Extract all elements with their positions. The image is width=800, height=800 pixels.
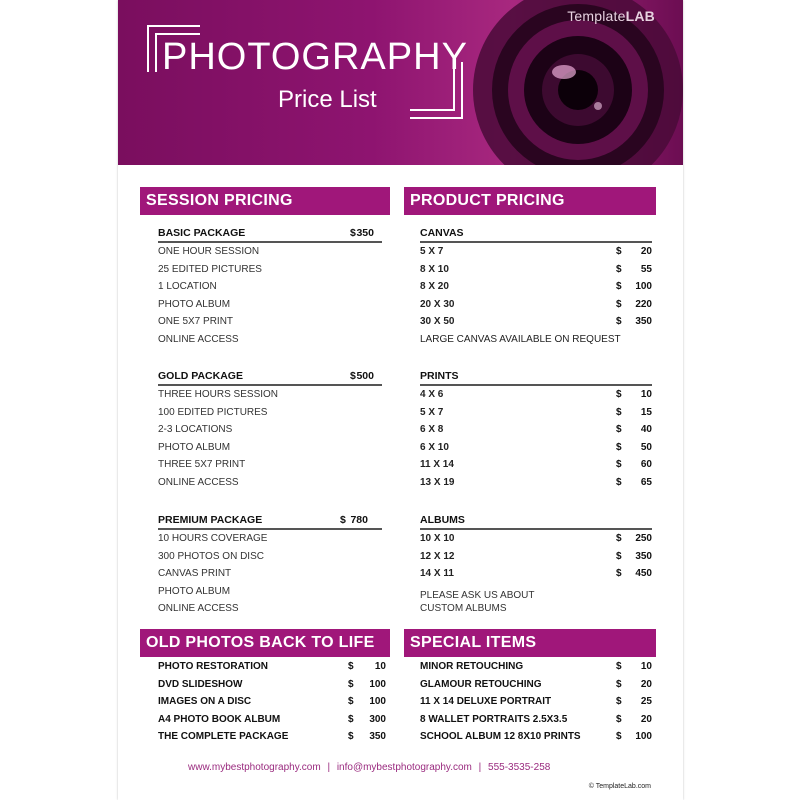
- package-header: BASIC PACKAGE $ 350: [158, 227, 382, 243]
- table-row: SCHOOL ALBUM 12 8X10 PRINTS $ 100: [420, 731, 652, 743]
- table-row: 4 X 6 $ 10: [420, 389, 652, 400]
- prints-pricing: [420, 370, 652, 492]
- special-items-heading: SPECIAL ITEMS: [404, 629, 656, 657]
- list-item: 25 EDITED PICTURES: [158, 263, 262, 275]
- list-item: 100 EDITED PICTURES: [158, 406, 268, 418]
- table-row: 5 X 7 $ 20: [420, 246, 652, 257]
- list-item: PHOTO ALBUM: [158, 441, 231, 453]
- list-item: ONE 5X7 PRINT: [158, 316, 234, 328]
- page-title: PHOTOGRAPHY: [162, 36, 468, 78]
- list-item: ONLINE ACCESS: [158, 476, 239, 488]
- table-row: IMAGES ON A DISC $ 100: [158, 696, 386, 708]
- footer-contact: [188, 762, 550, 773]
- table-row: 6 X 10 $ 50: [420, 441, 652, 453]
- table-row: GLAMOUR RETOUCHING $ 20: [420, 678, 652, 690]
- basic-package: [158, 227, 382, 349]
- package-header: PREMIUM PACKAGE $ 780: [158, 514, 382, 530]
- list-item: THREE HOURS SESSION: [158, 389, 279, 400]
- table-row: 8 WALLET PORTRAITS 2.5X3.5 $ 20: [420, 713, 652, 725]
- prints-header: PRINTS: [420, 370, 652, 386]
- camera-lens-image: [468, 0, 683, 165]
- list-item: CANVAS PRINT: [158, 568, 232, 580]
- table-row: A4 PHOTO BOOK ALBUM $ 300: [158, 713, 386, 725]
- list-item: PHOTO ALBUM: [158, 585, 231, 597]
- old-photos-heading: OLD PHOTOS BACK TO LIFE: [140, 629, 390, 657]
- table-row: 12 X 12 $ 350: [420, 550, 652, 562]
- list-item: 1 LOCATION: [158, 281, 217, 293]
- gold-package: [158, 370, 382, 492]
- table-row: THE COMPLETE PACKAGE $ 350: [158, 731, 386, 743]
- page-subtitle: Price List: [278, 86, 377, 113]
- footer-separator: |: [478, 762, 482, 773]
- package-header: GOLD PACKAGE $ 500: [158, 370, 382, 386]
- list-item: 10 HOURS COVERAGE: [158, 533, 268, 544]
- header-banner: [118, 0, 683, 165]
- old-photos-list: [158, 658, 386, 746]
- canvas-pricing: [420, 227, 652, 349]
- table-row: 30 X 50 $ 350: [420, 316, 652, 328]
- list-item: PHOTO ALBUM: [158, 298, 231, 310]
- list-item: 2-3 LOCATIONS: [158, 424, 233, 436]
- premium-package: [158, 514, 382, 618]
- table-row: 10 X 10 $ 250: [420, 533, 652, 544]
- table-row: DVD SLIDESHOW $ 100: [158, 678, 386, 690]
- footer-separator: |: [327, 762, 331, 773]
- table-row: 8 X 10 $ 55: [420, 263, 652, 275]
- list-item: ONLINE ACCESS: [158, 333, 239, 345]
- albums-header: ALBUMS: [420, 514, 652, 530]
- table-row: 8 X 20 $ 100: [420, 281, 652, 293]
- table-row: 13 X 19 $ 65: [420, 476, 652, 488]
- list-item: THREE 5X7 PRINT: [158, 459, 246, 471]
- list-item: ONE HOUR SESSION: [158, 246, 260, 257]
- table-row: 20 X 30 $ 220: [420, 298, 652, 310]
- list-item: ONLINE ACCESS: [158, 603, 239, 615]
- price-list-page: [118, 0, 683, 800]
- special-items-list: [420, 658, 652, 746]
- albums-pricing: [420, 514, 652, 615]
- session-pricing-heading: SESSION PRICING: [140, 187, 390, 215]
- albums-note: PLEASE ASK US ABOUT CUSTOM ALBUMS: [420, 589, 535, 614]
- copyright-link[interactable]: © TemplateLab.com: [588, 783, 651, 790]
- email-link[interactable]: info@mybestphotography.com: [336, 762, 472, 773]
- phone-number: 555-3535-258: [488, 762, 551, 773]
- table-row: 5 X 7 $ 15: [420, 406, 652, 418]
- list-item: 300 PHOTOS ON DISC: [158, 550, 264, 562]
- table-row: 6 X 8 $ 40: [420, 424, 652, 436]
- table-row: 11 X 14 $ 60: [420, 459, 652, 471]
- canvas-header: CANVAS: [420, 227, 652, 243]
- table-row: PHOTO RESTORATION $ 10: [158, 661, 386, 672]
- product-pricing-heading: PRODUCT PRICING: [404, 187, 656, 215]
- templatelab-logo: TemplateLAB: [567, 8, 655, 24]
- table-row: 14 X 11 $ 450: [420, 568, 652, 580]
- table-row: MINOR RETOUCHING $ 10: [420, 661, 652, 672]
- website-link[interactable]: www.mybestphotography.com: [188, 762, 321, 773]
- canvas-note: LARGE CANVAS AVAILABLE ON REQUEST: [420, 333, 621, 345]
- table-row: 11 X 14 DELUXE PORTRAIT $ 25: [420, 696, 652, 708]
